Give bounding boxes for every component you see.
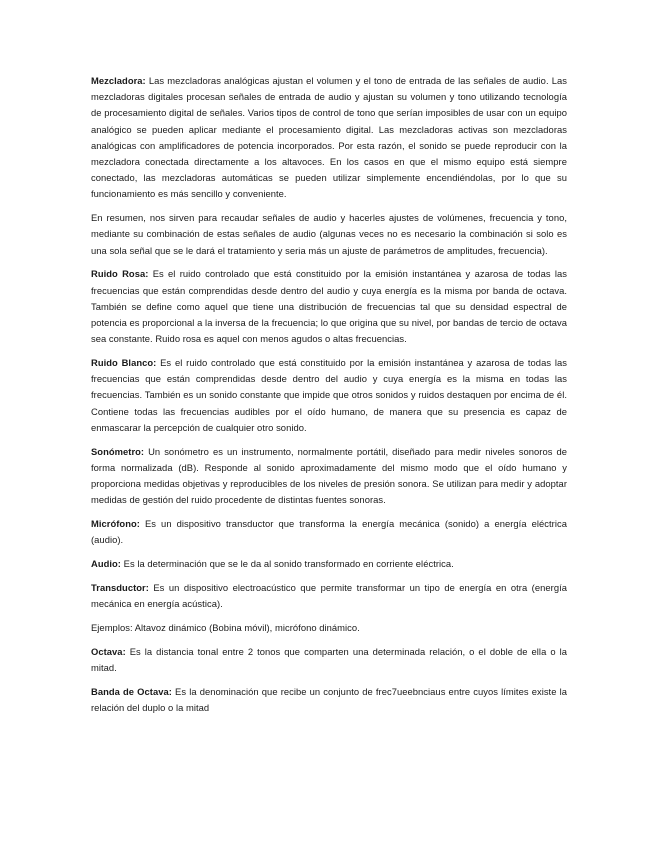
definition-microfono: Es un dispositivo transductor que transforma la energía mecánica (sonido) a energía eléctrica (audio).: [91, 518, 567, 546]
paragraph-microfono: [91, 516, 567, 548]
definition-ruido-rosa: Es el ruido controlado que está constituido por la emisión instantánea y azarosa de todas las frecuencias que están comprendidas desde dentro del audio y cuya energía es la misma por banda de octava. También se define como aquel que tiene una distribución de frecuencias tal que su densidad espectral de potencia es proporcional a la inversa de la frecuencia; lo que origina que su nivel, por bandas de tercio de octava sea constante. Ruido rosa es aquel con menos agudos o altas frecuencias.: [91, 268, 568, 345]
paragraph-sonometro: [91, 444, 567, 509]
definition-sonometro: Un sonómetro es un instrumento, normalmente portátil, diseñado para medir niveles sonoros de forma normalizada (dB). Responde al sonido aproximadamente del mismo modo que el oído humano y proporciona medidas objetivas y reproducibles de los niveles de presión sonora. Se utilizan para medir y adoptar medidas de gestión del ruido procedente de distintas fuentes sonoras.: [91, 445, 567, 506]
definition-mezcladora: Las mezcladoras analógicas ajustan el volumen y el tono de entrada de las señales de audio. Las mezcladoras digitales procesan señales de entrada de audio y ajustan su volumen y tono utilizando tecnología de procesamiento digital de señales. Varios tipos de control de tono que serían imposibles de usar con un equipo analógico se pueden aplicar mediante el procesamiento digital. Las mezcladoras activas son mezcladoras analógicas con amplificadores de potencia incorporados. Por esta razón, el sonido se puede reproducir con la mezcladora conectada directamente a los altavoces. En los casos en que el mismo equipo está siempre conectado, las mezcladoras automáticas se pueden utilizar simplemente encendiéndolas, por lo que su funcionamiento es más sencillo y conveniente.: [91, 75, 567, 200]
paragraph-mezcladora: [91, 73, 567, 203]
summary-text: En resumen, nos sirven para recaudar señales de audio y hacerles ajustes de volúmenes, frecuencia y tono, mediante su combinación de estas señales de audio (algunas veces no es necesario la combinación si solo es una sola señal que se le dará el tratamiento y seria más un ajuste de parámetros de amplitudes, frecuencia).: [91, 212, 567, 256]
paragraph-banda-de-octava: [91, 684, 567, 716]
definition-ruido-blanco: Es el ruido controlado que está constituido por la emisión instantánea y azarosa de todas las frecuencias que están comprendidas desde dentro del audio y cuya energía es la misma en todas las frecuencias. También es un sonido constante que impide que otros sonidos y ruidos destaquen por encima de él. Contiene todas las frecuencias audibles por el oído humano, de manera que su presencia es capaz de enmascarar la percepción de cualquier otro sonido.: [91, 357, 567, 433]
definition-audio: Es la determinación que se le da al sonido transformado en corriente eléctrica.: [120, 558, 454, 570]
paragraph-ruido-blanco: [91, 355, 567, 436]
paragraph-transductor: [91, 580, 567, 612]
definition-octava: Es la distancia tonal entre 2 tonos que comparten una determinada relación, o el doble de ella o la mitad.: [91, 645, 567, 673]
paragraph-resumen: [91, 210, 567, 259]
term-transductor: Transductor:: [91, 581, 149, 593]
term-octava: Octava:: [91, 645, 126, 657]
definition-transductor: Es un dispositivo electroacústico que permite transformar un tipo de energía en otra (energía mecánica en energía acústica).: [91, 581, 567, 610]
paragraph-octava: [91, 644, 567, 676]
term-microfono: Micrófono:: [91, 518, 140, 530]
term-sonometro: Sonómetro:: [91, 445, 145, 457]
term-audio: Audio:: [91, 558, 121, 570]
definition-banda-de-octava: Es la denominación que recibe un conjunto de frec7ueebnciaus entre cuyos límites existe la relación del duplo o la mitad: [91, 685, 567, 713]
paragraph-ejemplos: [91, 620, 567, 636]
term-mezcladora: Mezcladora:: [91, 75, 146, 86]
paragraph-audio: [91, 556, 567, 572]
examples-text: Ejemplos: Altavoz dinámico (Bobina móvil), micrófono dinámico.: [91, 621, 360, 633]
term-ruido-rosa: Ruido Rosa:: [91, 268, 149, 280]
term-ruido-blanco: Ruido Blanco:: [91, 357, 157, 369]
paragraph-ruido-rosa: [91, 266, 567, 347]
term-banda-de-octava: Banda de Octava:: [91, 685, 172, 697]
